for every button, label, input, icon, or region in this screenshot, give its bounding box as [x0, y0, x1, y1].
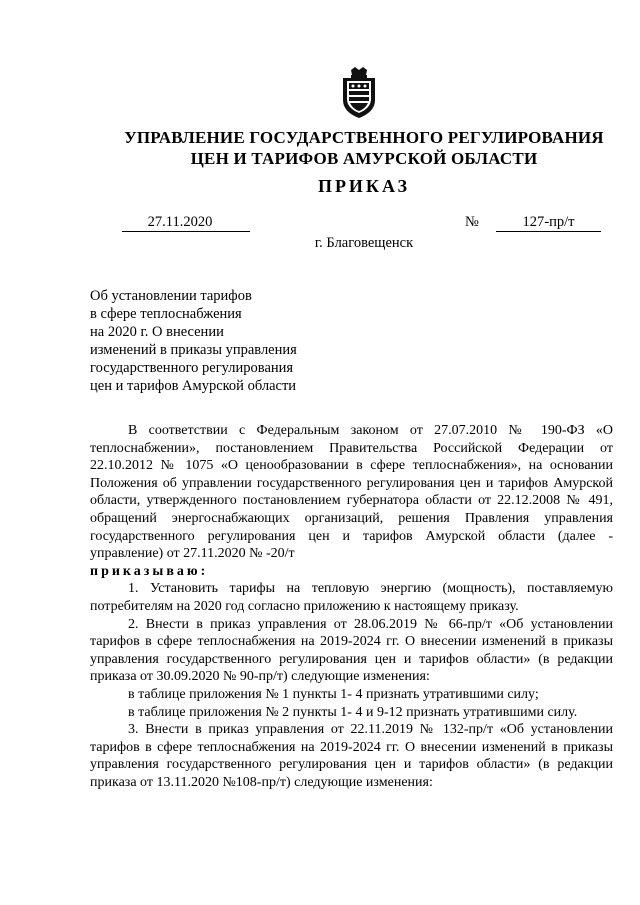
prikazyvayu-heading: приказываю: — [90, 563, 209, 579]
date-field — [122, 214, 250, 232]
subject-line: на 2020 г. О внесении — [90, 324, 224, 340]
order-date: 27.11.2020 — [147, 214, 213, 230]
coat-of-arms-emblem — [339, 66, 379, 120]
item-2-paragraph: 2. Внести в приказ управления от 28.06.2019 № 66-пр/т «Об установлении тарифов в сфере теплоснабжения на 2019-2024 гг. О внесении изменений в приказы управления государственного регулирования цен и тарифов области» (в редакции приказа от 30.09.2020 № 90-пр/т) следующие изменения: — [90, 616, 613, 685]
city-name: г. Благовещенск — [314, 235, 414, 251]
subject-line: в сфере теплоснабжения — [90, 306, 242, 322]
subject-line: Об установлении тарифов — [90, 288, 252, 304]
preamble-paragraph: В соответствии с Федеральным законом от 27.07.2010 № 190-ФЗ «О теплоснабжении», постановлением Правительства Российской Федерации от 22.10.2012 № 1075 «О ценообразовании в сфере теплоснабжения», на основании Положения об управлении государственного регулирования цен и тарифов Амурской области, утвержденного постановлением губернатора области от 22.12.2008 № 491, обращений энергоснабжающих организаций, решения Правления управления государственного регулирования цен и тарифов Амурской области (далее - управление) от 27.11.2020 № -20/т — [90, 423, 613, 562]
agency-name-line1: УПРАВЛЕНИЕ ГОСУДАРСТВЕННОГО РЕГУЛИРОВАНИЯ — [124, 128, 604, 147]
item-2b-paragraph: в таблице приложения № 2 пункты 1- 4 и 9-12 признать утратившими силу. — [128, 704, 578, 720]
subject-line: государственного регулирования — [90, 360, 294, 376]
subject-line: изменений в приказы управления — [90, 342, 297, 358]
item-1-paragraph: 1. Установить тарифы на тепловую энергию (мощность), поставляемую потребителям на 2020 год согласно приложению к настоящему приказу. — [90, 581, 613, 614]
agency-name-line2: ЦЕН И ТАРИФОВ АМУРСКОЙ ОБЛАСТИ — [190, 149, 538, 168]
order-number: 127-пр/т — [522, 214, 575, 230]
order-body — [90, 422, 613, 791]
item-2a-paragraph: в таблице приложения № 1 пункты 1- 4 признать утратившими силу; — [128, 686, 539, 702]
item-3-paragraph: 3. Внести в приказ управления от 22.11.2019 № 132-пр/т «Об установлении тарифов в сфере теплоснабжения на 2019-2024 гг. О внесении изменений в приказы управления государственного регулирования цен и тарифов области» (в редакции приказа от 13.11.2020 №108-пр/т) следующие изменения: — [90, 722, 613, 790]
number-label: № — [465, 214, 479, 230]
number-field — [496, 214, 601, 232]
order-subject — [90, 287, 410, 395]
subject-line: цен и тарифов Амурской области — [90, 378, 297, 394]
document-type-title: ПРИКАЗ — [317, 176, 411, 196]
